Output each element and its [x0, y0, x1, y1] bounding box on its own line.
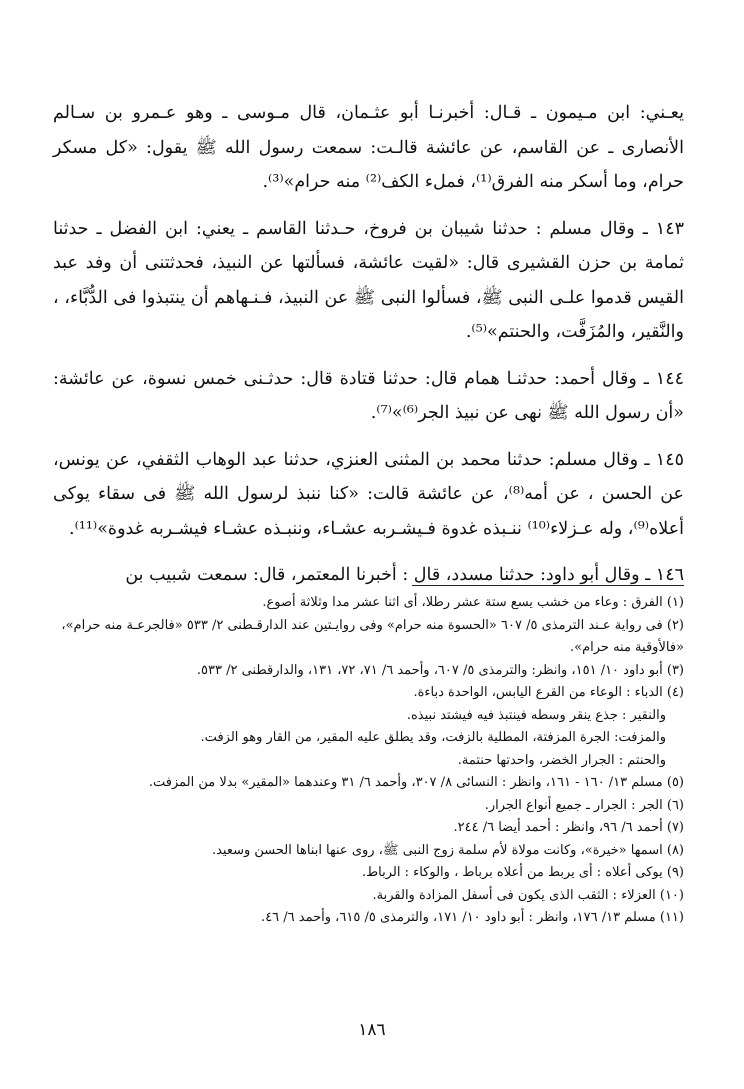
paragraph-hadith-145: ١٤٥ ـ وقال مسلم: حدثنا محمد بن المثنى العنزي، حدثنا عبد الوهاب الثقفي، عن يونس، عن الحسن ، عن أمه⁽⁸⁾، عن عائشة قالت: «كنا ننبذ لرسول الله ﷺ فى سقاء يوكى أعلاه⁽⁹⁾، وله عـزلاء⁽¹⁰⁾ ننـبذه غدوة فـيشـربه عشـاء، وننبـذه عشـاء فيشـربه غدوة»⁽¹¹⁾. — [53, 449, 684, 539]
paragraph-hadith-146: ١٤٦ ـ وقال أبو داود: حدثنا مسدد، قال : أخبرنا المعتمر، قال: سمعت شبيب بن — [125, 565, 684, 585]
footnote-4-hantam: والحنتم : الجرار الخضر، واحدتها حنتمة. — [457, 752, 666, 768]
footnote-3: (٣) أبو داود ١٠/ ١٥١، وانظر: والترمذى ٥/ ٦٠٧، وأحمد ٦/ ٧١، ٧٢، ١٣١، والدارقطنى ٢/ ٥٣٣. — [196, 662, 684, 678]
footnote-4: (٤) الدباء : الوعاء من القرع اليابس، الواحدة دباءة. — [413, 685, 684, 700]
paragraph-hadith-144: ١٤٤ ـ وقال أحمد: حدثنـا همام قال: حدثنا قتادة قال: حدثـنى خمس نسوة، عن عائشة: «أن رسول الله ﷺ نهى عن نبيذ الجر⁽⁶⁾»⁽⁷⁾. — [53, 368, 684, 423]
footnote-2: (٢) فى رواية عـند الترمذى ٥/ ٦٠٧ «الحسوة منه حرام» وفى روايـتين عند الدارقـطنى ٢/ ٥٣٣ «فالجرعـة منه حرام»، «فالأوقية منه حرام». — [61, 617, 684, 655]
paragraph-hadith-143: ١٤٣ ـ وقال مسلم : حدثنا شيبان بن فروخ، حـدثنا القاسم ـ يعني: ابن الفضل ـ حدثنا ثمامة بن حزن القشيرى قال: «لقيت عائشة، فسألتها عن النبيذ، فحدثتنى أن وفد عبد القيس قدموا علـى النبى ﷺ، فسألوا النبى ﷺ عن النبيذ، فـنـهاهم أن ينتبذوا فى الدُّبَّاء، ، والنَّقير، والمُزَفَّت، والحنتم»⁽⁵⁾. — [53, 218, 684, 342]
footnote-8: (٨) اسمها «خيرة»، وكانت مولاة لأم سلمة زوج النبى ﷺ، روى عنها ابناها الحسن وسعيد. — [211, 842, 684, 858]
footnote-4-muzaffat: والمزفت: الجرة المزفتة، المطلية بالزفت، وقد يطلق عليه المقير، من القار وهو الزفت. — [200, 730, 666, 745]
footnotes — [53, 592, 684, 930]
page-number: ١٨٦ — [358, 1020, 386, 1040]
footnote-10: (١٠) العزلاء : الثقب الذى يكون فى أسفل المزادة والقربة. — [372, 887, 684, 903]
footnote-1: (١) الفرق : وعاء من خشب يسع ستة عشر رطلا، أى اثنا عشر مدا وثلاثة أصوع. — [262, 595, 684, 610]
footnote-11: (١١) مسلم ١٣/ ١٧٦، وانظر : أبو داود ١٠/ ١٧١، والترمذى ٥/ ٦١٥، وأحمد ٦/ ٤٦. — [261, 910, 684, 925]
footnote-9: (٩) يوكى أعلاه : أى يربط من أعلاه برباط ، والوكاء : الرباط. — [361, 865, 684, 880]
footnote-4-naqir: والنقير : جذع ينقر وسطه فينتبذ فيه فيشتد نبيذه. — [406, 707, 666, 723]
paragraph-hadith-142-continued: يعـني: ابن مـيمون ـ قـال: أخبرنـا أبو عثـمان، قال مـوسى ـ وهو عـمرو بن سـالم الأنصارى ـ عن القاسم، عن عائشة قالـت: سمعت رسول الله ﷺ يقول: «كل مسكر حرام، وما أسكر منه الفرق⁽¹⁾، فملء الكف⁽²⁾ منه حرام»⁽³⁾. — [53, 103, 684, 192]
footnote-7: (٧) أحمد ٦/ ٩٦، وانظر : أحمد أيضا ٦/ ٢٤٤. — [453, 820, 684, 835]
footnote-divider — [412, 585, 684, 586]
main-text — [53, 96, 684, 605]
footnote-6: (٦) الجر : الجرار ـ جميع أنواع الجرار. — [484, 797, 684, 813]
footnote-5: (٥) مسلم ١٣/ ١٦٠ - ١٦١، وانظر : النسائى ٨/ ٣٠٧، وأحمد ٦/ ٣١ وعندهما «المقير» بدلا من المزفت. — [148, 775, 684, 790]
